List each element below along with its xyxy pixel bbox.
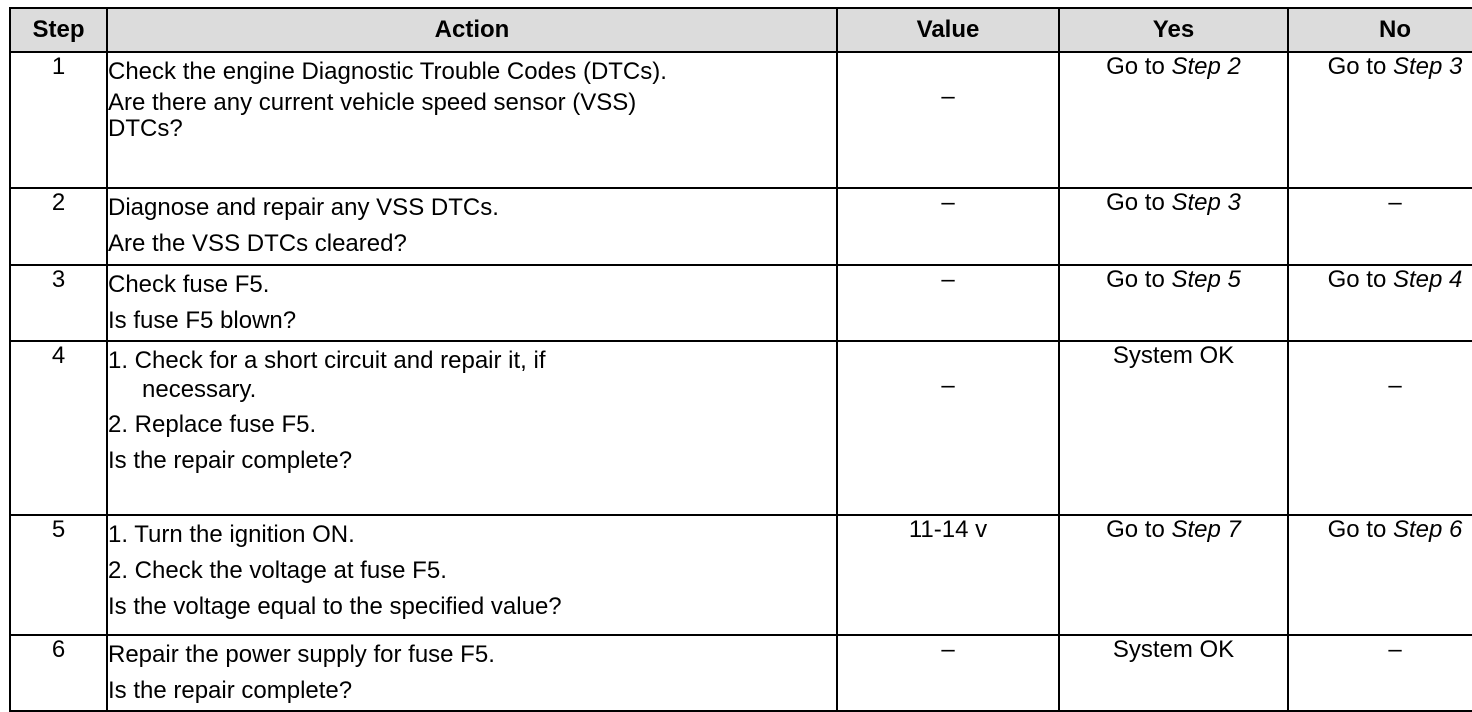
no-step-link: Step 3 [1392,53,1463,80]
no-prefix: Go to [1327,266,1393,293]
action-cell [107,188,837,265]
action-line: Is the voltage equal to the specified value? [108,593,562,620]
action-line: Is the repair complete? [108,447,353,474]
header-value: Value [837,8,1059,52]
step-number: 5 [10,515,107,635]
action-line: 2. Replace fuse F5. [108,411,317,438]
yes-prefix: Go to [1106,189,1172,216]
action-line: 1. Check for a short circuit and repair it, if [108,347,546,374]
no-step-link: Step 6 [1392,516,1463,543]
yes-step-link: Step 7 [1171,516,1241,543]
yes-cell [1059,265,1288,341]
diagnostic-table [9,7,1472,712]
action-line: Repair the power supply for fuse F5. [108,641,495,668]
step-number: 2 [10,188,107,265]
no-cell [1288,515,1472,635]
step-number: 3 [10,265,107,341]
action-line: Is fuse F5 blown? [108,307,297,334]
step-number: 4 [10,341,107,515]
header-no: No [1288,8,1472,52]
header-action: Action [107,8,837,52]
yes-cell [1059,515,1288,635]
action-line: 2. Check the voltage at fuse F5. [108,557,447,584]
action-line: Is the repair complete? [108,677,353,704]
action-line: 1. Turn the ignition ON. [108,521,355,548]
value-cell: – [837,635,1059,711]
header-step: Step [10,8,107,52]
action-cell [107,635,837,711]
action-cell [107,515,837,635]
header-yes: Yes [1059,8,1288,52]
yes-cell: System OK [1059,341,1288,515]
no-cell: – [1288,341,1472,515]
yes-prefix: Go to [1106,516,1172,543]
value-cell: – [837,341,1059,515]
value-cell: – [837,265,1059,341]
no-cell: – [1288,635,1472,711]
action-line: Check fuse F5. [108,271,270,298]
yes-prefix: Go to [1106,53,1172,80]
no-prefix: Go to [1327,516,1393,543]
no-cell [1288,52,1472,188]
yes-step-link: Step 5 [1171,266,1241,293]
action-line: DTCs? [108,115,183,142]
table-header-row [10,8,1472,52]
action-line: Are the VSS DTCs cleared? [108,230,407,257]
yes-step-link: Step 2 [1171,53,1241,80]
step-number: 1 [10,52,107,188]
no-prefix: Go to [1327,53,1393,80]
yes-cell [1059,52,1288,188]
yes-prefix: Go to [1106,266,1172,293]
step-number: 6 [10,635,107,711]
action-cell [107,265,837,341]
action-cell [107,341,837,515]
value-cell: 11-14 v [837,515,1059,635]
value-cell: – [837,188,1059,265]
no-cell: – [1288,188,1472,265]
action-line: Are there any current vehicle speed sensor (VSS) [108,89,637,116]
action-line: Diagnose and repair any VSS DTCs. [108,194,499,221]
yes-cell [1059,188,1288,265]
action-line: Check the engine Diagnostic Trouble Codes (DTCs). [108,58,667,85]
no-step-link: Step 4 [1392,266,1463,293]
table-row [10,52,1472,188]
no-cell [1288,265,1472,341]
table-row [10,188,1472,265]
table-row [10,635,1472,711]
action-line: necessary. [142,376,257,403]
table-row [10,265,1472,341]
yes-cell: System OK [1059,635,1288,711]
action-cell [107,52,837,188]
yes-step-link: Step 3 [1171,189,1241,216]
table-row [10,515,1472,635]
value-cell: – [837,52,1059,188]
table-row [10,341,1472,515]
